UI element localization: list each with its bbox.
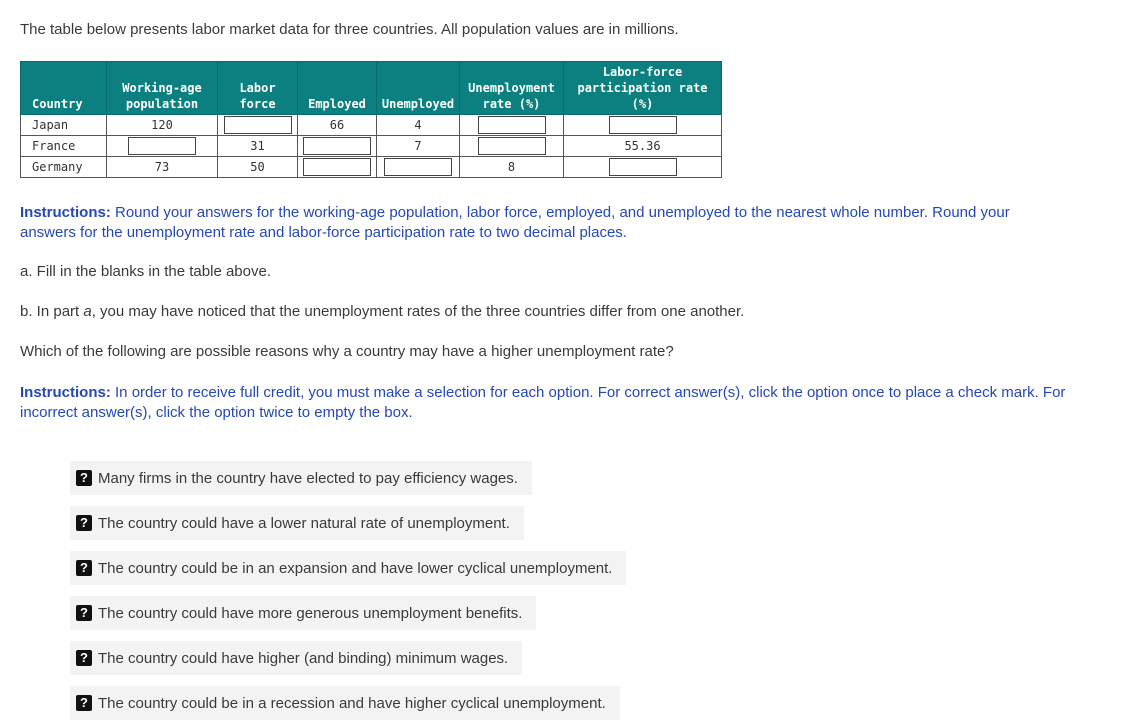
option-generous-benefits[interactable]: ? The country could have more generous unemployment benefits. — [70, 596, 536, 630]
selection-instructions: Instructions: In order to receive full credit, you must make a selection for each option. For correct answer(s), click the option once to place a check mark. For incorrect answer(s), click the option twice to empty the box. — [20, 384, 1066, 421]
wap-cell — [107, 136, 218, 157]
part-b-text: b. In part a, you may have noticed that the unemployment rates of the three countries differ from one another. — [20, 303, 745, 320]
employed-cell — [298, 136, 377, 157]
header-labor-force-participation-rate: Labor-force participation rate (%) — [564, 62, 722, 115]
table-row-france — [21, 136, 722, 157]
japan-labor-force-input[interactable] — [224, 116, 292, 134]
header-labor-force: Labor force — [218, 62, 298, 115]
rounding-instructions: Instructions: Round your answers for the working-age population, labor force, employed, and unemployed to the nearest whole number. Round your answers for the unemployment rate and labor-force participation rate to two decimal places. — [20, 204, 1010, 241]
header-working-age-population: Working-age population — [107, 62, 218, 115]
lfpr-cell: 55.36 — [564, 136, 722, 157]
question-mark-checkbox-icon[interactable]: ? — [76, 560, 92, 576]
header-country: Country — [21, 62, 107, 115]
germany-lfpr-input[interactable] — [609, 158, 677, 176]
wap-cell: 73 — [107, 157, 218, 178]
part-a-text: a. Fill in the blanks in the table above. — [20, 263, 271, 280]
ur-cell: 8 — [460, 157, 564, 178]
germany-employed-input[interactable] — [303, 158, 371, 176]
unemployed-cell — [377, 157, 460, 178]
option-recession-higher-cyclical[interactable]: ? The country could be in a recession and have higher cyclical unemployment. — [70, 686, 620, 720]
option-lower-natural-rate[interactable]: ? The country could have a lower natural rate of unemployment. — [70, 506, 524, 540]
header-unemployment-rate: Unemployment rate (%) — [460, 62, 564, 115]
lfpr-cell — [564, 157, 722, 178]
lf-cell: 50 — [218, 157, 298, 178]
country-cell: France — [21, 136, 107, 157]
germany-unemployed-input[interactable] — [384, 158, 452, 176]
country-cell: Germany — [21, 157, 107, 178]
question-mark-checkbox-icon[interactable]: ? — [76, 695, 92, 711]
option-minimum-wages[interactable]: ? The country could have higher (and binding) minimum wages. — [70, 641, 522, 675]
labor-market-table — [20, 61, 722, 178]
unemployed-cell: 7 — [377, 136, 460, 157]
france-working-age-population-input[interactable] — [128, 137, 196, 155]
france-unemployment-rate-input[interactable] — [478, 137, 546, 155]
question-mark-checkbox-icon[interactable]: ? — [76, 515, 92, 531]
question-mark-checkbox-icon[interactable]: ? — [76, 650, 92, 666]
intro-text: The table below presents labor market data for three countries. All population values are in millions. — [20, 21, 679, 38]
header-employed: Employed — [298, 62, 377, 115]
wap-cell: 120 — [107, 115, 218, 136]
france-employed-input[interactable] — [303, 137, 371, 155]
table-row-germany — [21, 157, 722, 178]
header-unemployed: Unemployed — [377, 62, 460, 115]
lf-cell: 31 — [218, 136, 298, 157]
option-efficiency-wages[interactable]: ? Many firms in the country have elected to pay efficiency wages. — [70, 461, 532, 495]
ur-cell — [460, 115, 564, 136]
lf-cell — [218, 115, 298, 136]
option-expansion-lower-cyclical[interactable]: ? The country could be in an expansion and have lower cyclical unemployment. — [70, 551, 626, 585]
japan-lfpr-input[interactable] — [609, 116, 677, 134]
country-cell: Japan — [21, 115, 107, 136]
question-text: Which of the following are possible reasons why a country may have a higher unemployment rate? — [20, 343, 674, 360]
japan-unemployment-rate-input[interactable] — [478, 116, 546, 134]
lfpr-cell — [564, 115, 722, 136]
question-mark-checkbox-icon[interactable]: ? — [76, 470, 92, 486]
unemployed-cell: 4 — [377, 115, 460, 136]
employed-cell — [298, 157, 377, 178]
ur-cell — [460, 136, 564, 157]
table-header-row — [21, 62, 722, 115]
question-mark-checkbox-icon[interactable]: ? — [76, 605, 92, 621]
employed-cell: 66 — [298, 115, 377, 136]
table-row-japan — [21, 115, 722, 136]
